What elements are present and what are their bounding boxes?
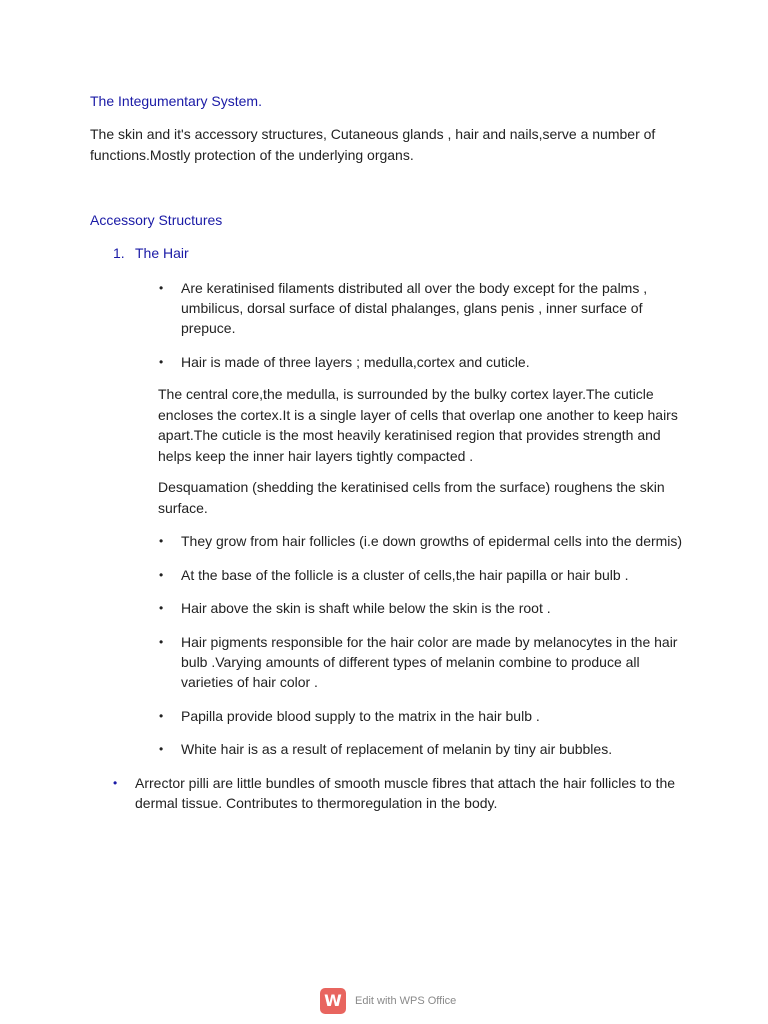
numbered-list-item — [113, 245, 189, 261]
list-item — [113, 773, 695, 813]
list-item-text: Papilla provide blood supply to the matrix in the hair bulb . — [181, 708, 540, 724]
bullet-icon: • — [159, 601, 164, 615]
list-item-text: At the base of the follicle is a cluster of cells,the hair papilla or hair bulb . — [181, 567, 629, 583]
list-item — [159, 565, 691, 585]
list-item — [159, 706, 691, 726]
bullet-icon: • — [159, 281, 164, 295]
list-item-text: Hair pigments responsible for the hair color are made by melanocytes in the hair bulb .Varying amounts of different types of melanin combine to produce all varieties of hair color . — [181, 634, 678, 690]
list-item — [159, 632, 691, 692]
list-item-text: Are keratinised filaments distributed all over the body except for the palms , umbilicus, dorsal surface of distal phalanges, glans penis , inner surface of prepuce. — [181, 280, 648, 336]
bullet-icon: • — [159, 568, 164, 582]
list-item-text: Arrector pilli are little bundles of smooth muscle fibres that attach the hair follicles to the dermal tissue. Contributes to thermoregulation in the body. — [135, 775, 676, 811]
list-item — [159, 739, 691, 759]
list-item — [159, 352, 691, 372]
wps-footer[interactable] — [320, 987, 456, 1014]
edit-with-wps-link[interactable]: Edit with WPS Office — [355, 994, 457, 1007]
list-item — [159, 531, 701, 551]
list-item — [159, 278, 691, 338]
bullet-icon: • — [159, 742, 164, 756]
intro-paragraph: The skin and it's accessory structures, Cutaneous glands , hair and nails,serve a number of functions.Mostly protection of the underlying organs. — [90, 126, 656, 163]
list-item-text: Hair is made of three layers ; medulla,cortex and cuticle. — [181, 354, 530, 370]
list-item-text: Hair above the skin is shaft while below the skin is the root . — [181, 600, 551, 616]
bullet-icon: • — [113, 776, 118, 790]
section-heading: Accessory Structures — [90, 212, 223, 228]
wps-logo-icon: W — [320, 988, 346, 1014]
list-number: 1. — [113, 245, 125, 261]
list-item-text: White hair is as a result of replacement of melanin by tiny air bubbles. — [181, 741, 613, 757]
list-item — [159, 598, 691, 618]
document-title: The Integumentary System. — [90, 93, 262, 109]
list-item-text: They grow from hair follicles (i.e down growths of epidermal cells into the dermis) — [181, 533, 683, 549]
bullet-icon: • — [159, 709, 164, 723]
bullet-icon: • — [159, 534, 164, 548]
bullet-icon: • — [159, 355, 164, 369]
bullet-icon: • — [159, 635, 164, 649]
list-item-label: The Hair — [135, 245, 189, 261]
body-paragraph: The central core,the medulla, is surrounded by the bulky cortex layer.The cuticle encloses the cortex.It is a single layer of cells that overlap one another to keep hairs apart.The cuticle is the most heavily keratinised region that provides strength and helps keep the inner hair layers tightly compacted . — [158, 386, 678, 464]
body-paragraph: Desquamation (shedding the keratinised cells from the surface) roughens the skin surface. — [158, 479, 665, 516]
